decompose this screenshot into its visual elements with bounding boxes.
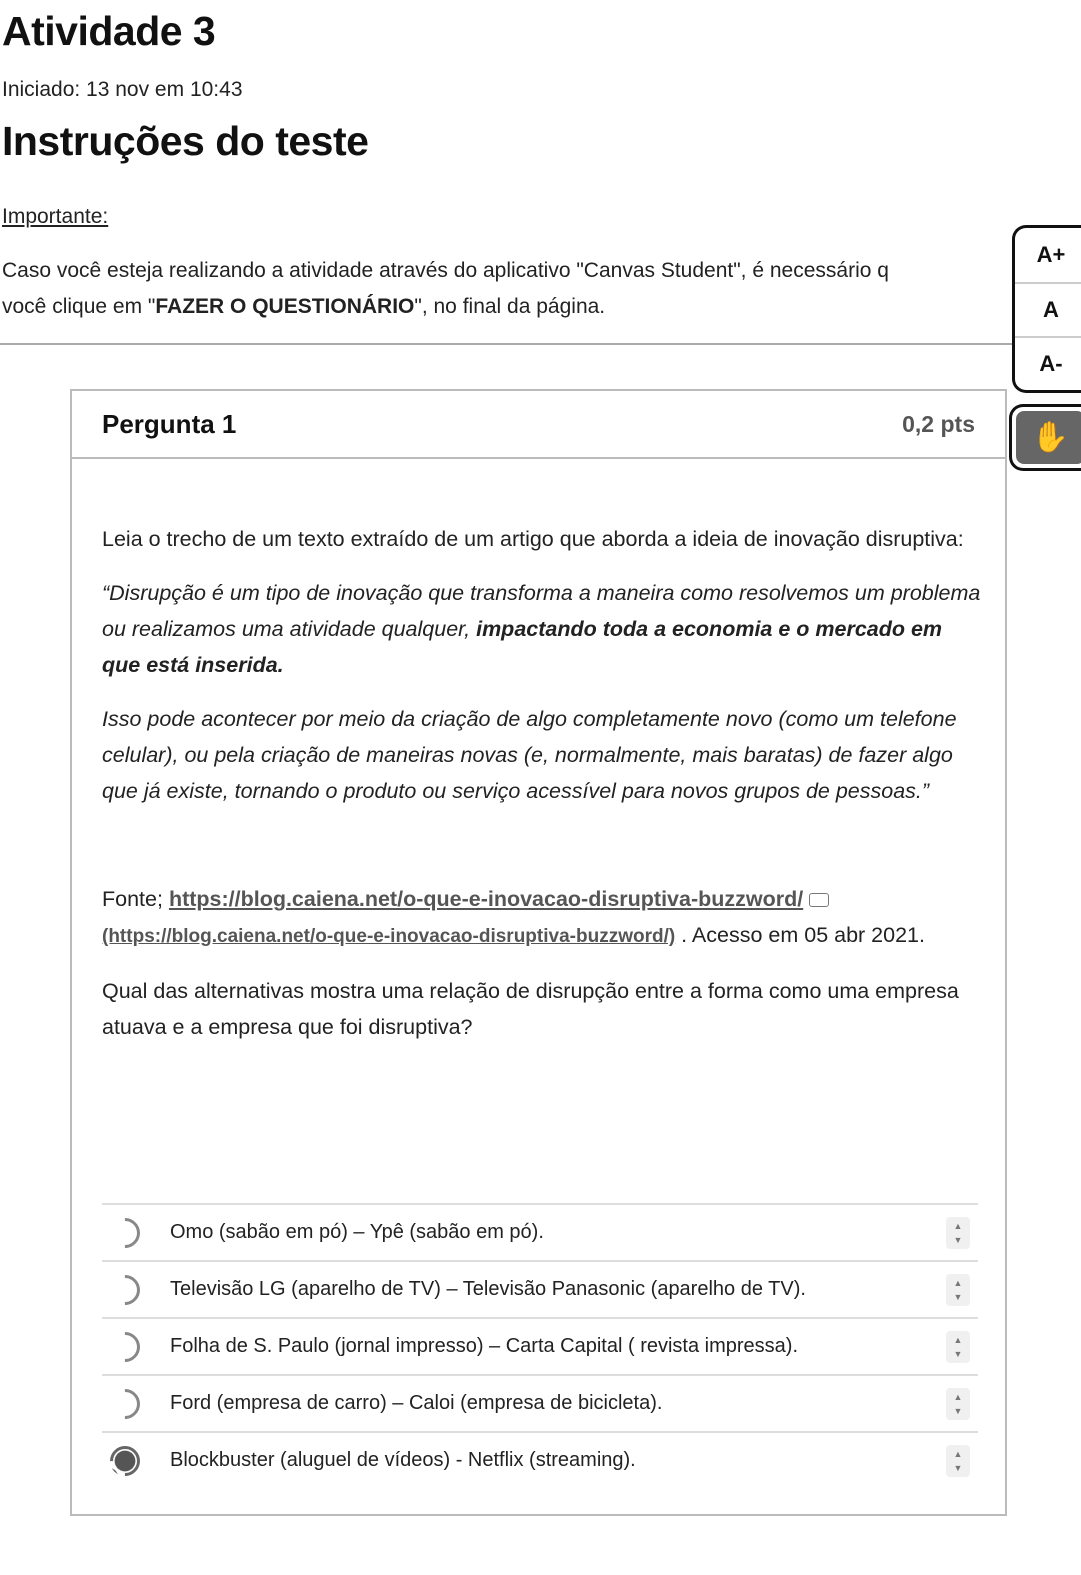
stepper-arrows-icon: ▲ ▼ <box>946 1217 970 1249</box>
font-decrease-button[interactable]: A- <box>1015 336 1081 390</box>
answer-option[interactable]: Omo (sabão em pó) – Ypê (sabão em pó). ▲ ▼ <box>102 1203 978 1260</box>
stepper-arrows-icon: ▲ ▼ <box>946 1274 970 1306</box>
question-header <box>72 391 1005 459</box>
radio-button[interactable] <box>104 1382 146 1424</box>
question-title: Pergunta 1 <box>102 408 237 439</box>
question-points: 0,2 pts <box>902 410 975 437</box>
answer-option-selected[interactable]: Blockbuster (aluguel de vídeos) - Netflix (streaming). ▲ ▼ <box>102 1431 978 1488</box>
font-increase-button[interactable]: A+ <box>1036 242 1066 267</box>
radio-button[interactable] <box>104 1268 146 1310</box>
question-intro: Leia o trecho de um texto extraído de um artigo que aborda a ideia de inovação disruptiva: <box>102 527 964 551</box>
started-time: Iniciado: 13 nov em 10:43 <box>2 78 243 101</box>
instructions-text: Caso você esteja realizando a atividade através do aplicativo "Canvas Student", é necessário q você clique em "FAZER O QUESTIONÁRIO", no final da página. <box>2 259 889 318</box>
stepper-arrows-icon: ▲ ▼ <box>946 1331 970 1363</box>
external-link-icon <box>809 893 829 907</box>
divider <box>0 343 1012 345</box>
quote-paragraph-1: “Disrupção é um tipo de inovação que transforma a maneira como resolvemos um problema ou realizamos uma atividade qualquer, impactando toda a economia e o mercado em que está inserida. <box>102 581 981 677</box>
font-size-widget <box>1012 225 1081 393</box>
quote-paragraph-2: Isso pode acontecer por meio da criação de algo completamente novo (como um telefone celular), ou pela criação de maneiras novas (e, normalmente, mais baratas) de fazer algo que já existe, tornando o produto ou serviço acessível para novos grupos de pessoas.” <box>102 707 957 803</box>
sign-language-hands-icon: ✋ <box>1016 411 1081 464</box>
instructions-title: Instruções do teste <box>2 118 369 164</box>
sign-language-button[interactable] <box>1009 404 1081 471</box>
question-prompt: Qual das alternativas mostra uma relação de disrupção entre a forma como uma empresa atuava e a empresa que foi disruptiva? <box>102 979 959 1039</box>
answer-option[interactable]: Folha de S. Paulo (jornal impresso) – Carta Capital ( revista impressa). ▲ ▼ <box>102 1317 978 1374</box>
radio-button[interactable] <box>104 1325 146 1367</box>
answer-option[interactable]: Ford (empresa de carro) – Caloi (empresa de bicicleta). ▲ ▼ <box>102 1374 978 1431</box>
page-title: Atividade 3 <box>2 8 216 54</box>
answer-list <box>102 1203 978 1488</box>
question-body <box>102 521 982 1063</box>
font-normal-button[interactable]: A <box>1015 282 1081 336</box>
question-card <box>70 389 1007 1516</box>
stepper-arrows-icon: ▲ ▼ <box>946 1388 970 1420</box>
source: Fonte; https://blog.caiena.net/o-que-e-inovacao-disruptiva-buzzword/ (https://blog.caiena.net/o-que-e-inovacao-disruptiva-buzzword/) . Acesso em 05 abr 2021. <box>102 887 925 947</box>
radio-button-selected[interactable] <box>104 1439 146 1481</box>
source-link-2[interactable]: (https://blog.caiena.net/o-que-e-inovacao-disruptiva-buzzword/) <box>102 926 676 947</box>
radio-button[interactable] <box>104 1211 146 1253</box>
answer-option[interactable]: Televisão LG (aparelho de TV) – Televisão Panasonic (aparelho de TV). ▲ ▼ <box>102 1260 978 1317</box>
source-link[interactable]: https://blog.caiena.net/o-que-e-inovacao-disruptiva-buzzword/ <box>168 887 804 911</box>
important-label: Importante: <box>2 205 109 228</box>
stepper-arrows-icon: ▲ ▼ <box>946 1445 970 1477</box>
